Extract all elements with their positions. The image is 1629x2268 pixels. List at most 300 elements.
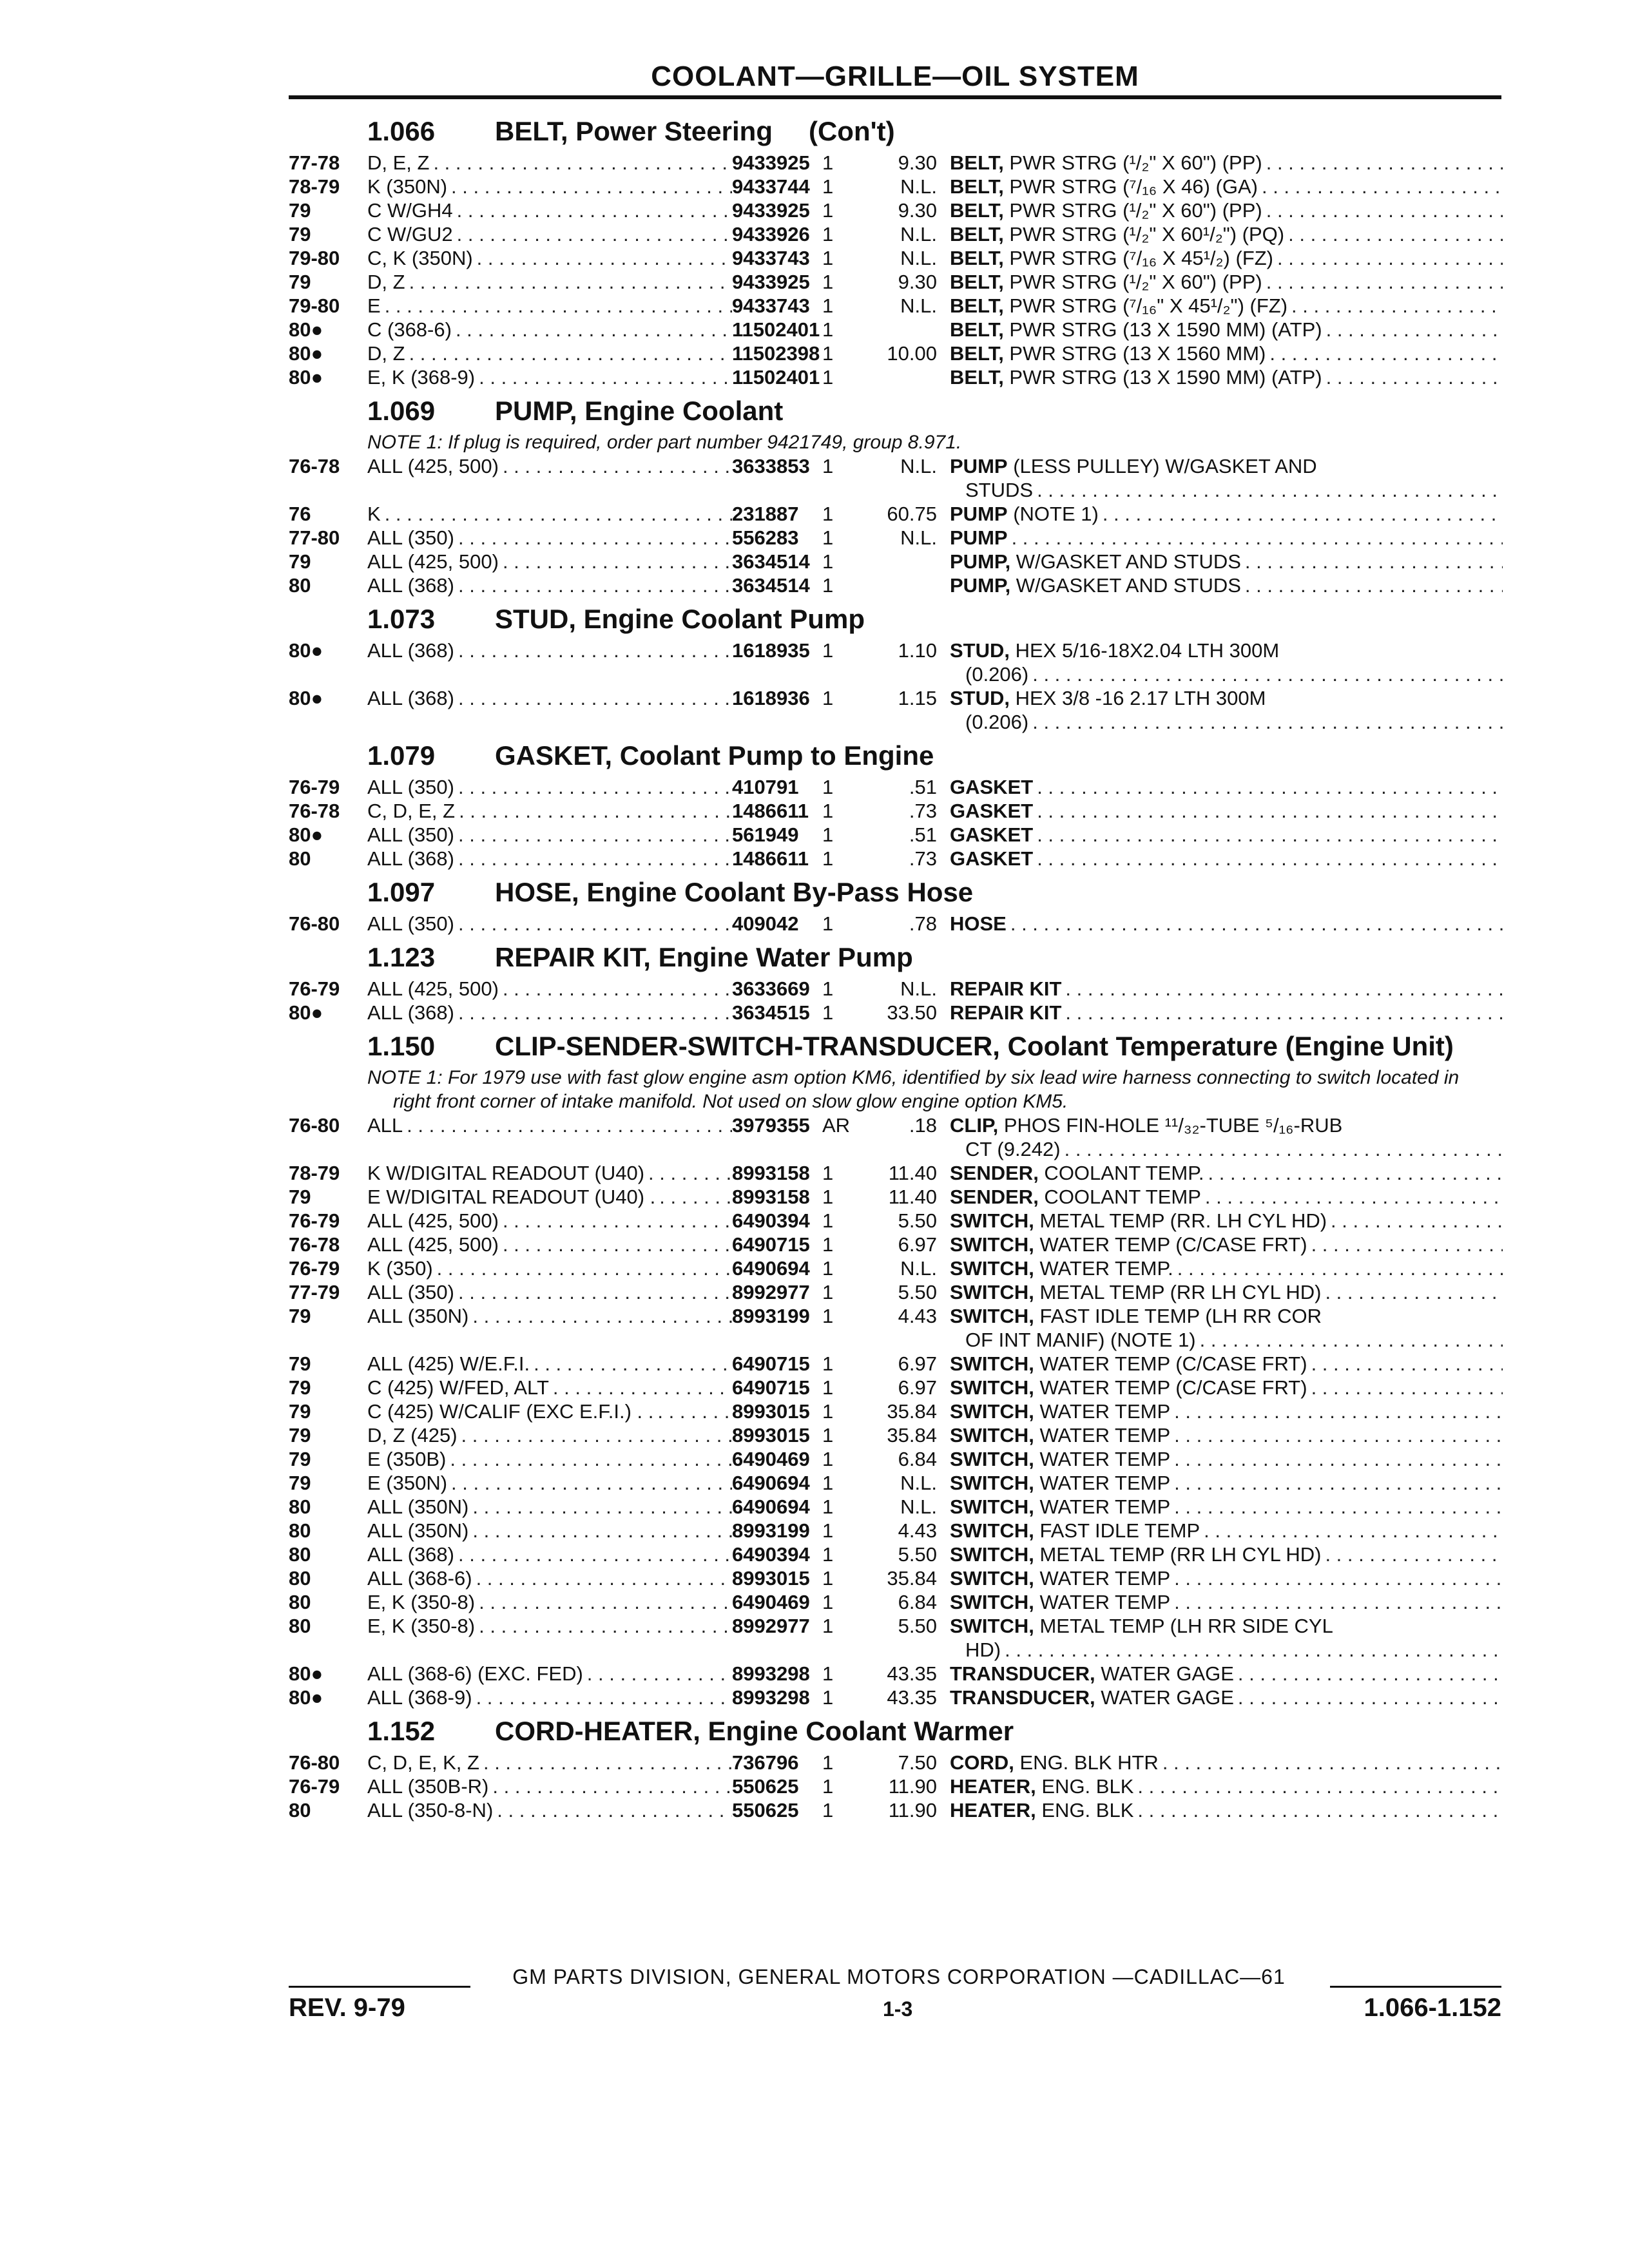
- description-text: [950, 365, 1322, 389]
- model-text: K (350): [367, 1257, 433, 1280]
- model-year: 79: [289, 550, 311, 573]
- price: [879, 365, 950, 389]
- description-detail: WATER TEMP (C/CASE FRT): [1034, 1352, 1307, 1375]
- leader-dots: [458, 1542, 732, 1566]
- model-year: 79: [289, 1424, 311, 1446]
- leader-dots: [1326, 318, 1503, 341]
- part-number: 3634515: [732, 1001, 810, 1024]
- part-number: 6490394: [732, 1209, 810, 1232]
- description-text: [950, 1662, 1234, 1686]
- part-description: [950, 1519, 1503, 1542]
- vehicle-model: [367, 175, 732, 198]
- leader-dots: [1137, 1798, 1503, 1822]
- part-description: [950, 1798, 1503, 1822]
- page-header: COOLANT—GRILLE—OIL SYSTEM: [651, 61, 1139, 92]
- part-number: 6490694: [732, 1495, 810, 1518]
- description-continued: [950, 1638, 1503, 1662]
- spacer: [289, 478, 367, 502]
- price: N.L.: [900, 1472, 937, 1494]
- leader-dots: [1174, 1447, 1503, 1471]
- leader-dots: [1311, 1352, 1503, 1376]
- part-row: [289, 1256, 1503, 1280]
- part-row: [289, 847, 1503, 870]
- model-year: 76-79: [289, 1257, 340, 1280]
- part-row: [289, 151, 1503, 175]
- part-description: [950, 1751, 1503, 1774]
- model-year: 80: [289, 1495, 311, 1518]
- model-year: 76-78: [289, 455, 340, 477]
- price: 11.90: [888, 1799, 937, 1821]
- price: 6.97: [898, 1352, 937, 1375]
- part-description: [950, 1113, 1503, 1137]
- description-detail: WATER GAGE: [1095, 1662, 1234, 1685]
- part-description: [950, 246, 1503, 270]
- description-keyword: PUMP: [950, 503, 1008, 525]
- description-text: [950, 1519, 1200, 1542]
- quantity: AR: [822, 1114, 851, 1137]
- part-row: [289, 1566, 1503, 1590]
- description-continued: [950, 710, 1503, 734]
- model-text: ALL (368-6): [367, 1567, 472, 1590]
- price: 9.30: [898, 151, 937, 174]
- price: N.L.: [900, 455, 937, 477]
- leader-dots: [587, 1662, 732, 1686]
- leader-dots: [459, 799, 732, 823]
- model-year: 80●: [289, 318, 323, 341]
- part-row: [289, 1113, 1503, 1161]
- part-number: 550625: [732, 1799, 799, 1821]
- leader-dots: [1037, 478, 1503, 502]
- vehicle-model: [367, 912, 732, 936]
- description-text: [950, 1185, 1201, 1209]
- description-detail: (LESS PULLEY) W/GASKET AND: [1007, 455, 1317, 477]
- vehicle-model: [367, 1256, 732, 1280]
- leader-dots: [1245, 550, 1503, 573]
- description-text: [950, 1566, 1170, 1590]
- section-heading: [367, 877, 1503, 908]
- model-text: ALL (368): [367, 687, 454, 709]
- spacer: [803, 478, 879, 502]
- description-text: [950, 1113, 1342, 1137]
- section-number: 1.123: [367, 942, 436, 972]
- part-description: [950, 198, 1503, 222]
- part-description: [950, 823, 1503, 847]
- price: N.L.: [900, 977, 937, 1000]
- part-row: [289, 1209, 1503, 1233]
- section-number: 1.079: [367, 740, 436, 771]
- model-year: 80: [289, 1799, 311, 1821]
- spacer: [367, 478, 732, 502]
- part-number: 8993199: [732, 1519, 810, 1542]
- quantity: 1: [822, 294, 834, 317]
- part-description: [950, 1185, 1503, 1209]
- section-title: REPAIR KIT, Engine Water Pump: [495, 942, 913, 972]
- leader-dots: [497, 1798, 732, 1822]
- price: N.L.: [900, 294, 937, 317]
- model-text: ALL (350): [367, 1281, 454, 1303]
- quantity: 1: [822, 1424, 834, 1446]
- section-title-wrap: [495, 116, 1503, 147]
- part-row: [289, 1542, 1503, 1566]
- part-row: [289, 1304, 1503, 1352]
- part-number: 8993199: [732, 1305, 810, 1327]
- part-number: 8993015: [732, 1400, 810, 1423]
- description-text: [950, 1751, 1159, 1774]
- leader-dots: [1174, 1399, 1503, 1423]
- price: 43.35: [887, 1662, 937, 1685]
- description-keyword: BELT,: [950, 271, 1004, 293]
- description-detail: PWR STRG (¹/₂" X 60") (PP): [1003, 151, 1262, 174]
- footer-rule-right: [1330, 1986, 1501, 1988]
- quantity: 1: [822, 1799, 834, 1821]
- model-year: 76-80: [289, 1114, 340, 1137]
- part-row: [289, 1686, 1503, 1709]
- spacer: [289, 1137, 367, 1161]
- part-number: 550625: [732, 1775, 799, 1798]
- price: 6.97: [898, 1376, 937, 1399]
- part-number: 8992977: [732, 1281, 810, 1303]
- section-heading: [367, 740, 1503, 771]
- spacer: [732, 710, 803, 734]
- description-text: [950, 799, 1033, 823]
- section-heading: [367, 604, 1503, 635]
- leader-dots: [1012, 526, 1503, 550]
- quantity: 1: [822, 977, 834, 1000]
- description-keyword: SWITCH,: [950, 1233, 1034, 1256]
- section-note: NOTE 1: For 1979 use with fast glow engine asm option KM6, identified by six lead wire harness connecting to switch located in right front corner of intake manifold. Not used on slow glow engine option KM5.: [367, 1067, 1460, 1112]
- quantity: 1: [822, 271, 834, 293]
- description-detail: (NOTE 1): [1007, 503, 1099, 525]
- section-heading: [367, 396, 1503, 427]
- vehicle-model: [367, 1233, 732, 1256]
- quantity: 1: [822, 1257, 834, 1280]
- quantity: 1: [822, 1662, 834, 1685]
- leader-dots: [1037, 775, 1503, 799]
- part-description: [950, 1566, 1503, 1590]
- part-number: 6490715: [732, 1352, 810, 1375]
- leader-dots: [458, 686, 732, 710]
- price: 4.43: [898, 1305, 937, 1327]
- model-year: 80●: [289, 687, 323, 709]
- footer-revision: REV. 9-79: [289, 1994, 405, 2022]
- description-detail: WATER TEMP: [1034, 1567, 1171, 1590]
- model-text: ALL: [367, 1114, 403, 1137]
- model-year: 76-79: [289, 1209, 340, 1232]
- description-keyword: PUMP: [950, 455, 1008, 477]
- price: 11.40: [888, 1186, 937, 1208]
- model-text: K W/DIGITAL READOUT (U40): [367, 1162, 645, 1184]
- description-text: [950, 1614, 1333, 1638]
- quantity: 1: [822, 151, 834, 174]
- description-text: [950, 823, 1033, 847]
- description-text: [950, 1590, 1170, 1614]
- description-keyword: TRANSDUCER,: [950, 1686, 1095, 1709]
- model-year: 76-79: [289, 977, 340, 1000]
- part-number: 3633853: [732, 455, 810, 477]
- part-number: 11502398: [732, 342, 820, 365]
- quantity: 1: [822, 1305, 834, 1327]
- description-text: [950, 1161, 1204, 1185]
- quantity: 1: [822, 550, 834, 573]
- description-text: [950, 550, 1241, 573]
- description-text: [950, 1686, 1234, 1709]
- description-text: [950, 1001, 1061, 1024]
- description-keyword: PUMP,: [950, 550, 1011, 573]
- part-description: [950, 365, 1503, 389]
- description-detail: COOLANT TEMP.: [1038, 1162, 1204, 1184]
- part-description: [950, 1256, 1503, 1280]
- price: 7.50: [898, 1751, 937, 1774]
- part-description: [950, 454, 1503, 478]
- vehicle-model: [367, 1423, 732, 1447]
- leader-dots: [458, 1001, 732, 1024]
- leader-dots: [433, 151, 732, 175]
- description-keyword: CORD,: [950, 1751, 1014, 1774]
- leader-dots: [1277, 246, 1503, 270]
- price: 43.35: [887, 1686, 937, 1709]
- part-description: [950, 1352, 1503, 1376]
- description-keyword: SWITCH,: [950, 1519, 1034, 1542]
- leader-dots: [461, 1423, 732, 1447]
- spacer: [803, 1137, 879, 1161]
- vehicle-model: [367, 365, 732, 389]
- description-keyword: GASKET: [950, 847, 1034, 870]
- leader-dots: [1208, 1161, 1503, 1185]
- quantity: 1: [822, 847, 834, 870]
- leader-dots: [503, 454, 732, 478]
- part-row: [289, 246, 1503, 270]
- model-text: D, Z (425): [367, 1424, 458, 1446]
- price: N.L.: [900, 175, 937, 198]
- description-keyword: PUMP: [950, 526, 1008, 549]
- footer-group-range: 1.066-1.152: [1364, 1994, 1501, 2022]
- leader-dots: [503, 977, 732, 1001]
- spacer: [803, 1638, 879, 1662]
- part-description: [950, 1614, 1503, 1638]
- price: .51: [909, 823, 937, 846]
- model-text: ALL (350): [367, 526, 454, 549]
- part-description: [950, 799, 1503, 823]
- model-year: 76: [289, 503, 311, 525]
- part-row: [289, 775, 1503, 799]
- spacer: [732, 1137, 803, 1161]
- part-row: [289, 550, 1503, 573]
- price: 11.90: [888, 1775, 937, 1798]
- part-number: 561949: [732, 823, 799, 846]
- description-continued-text: CT (9.242): [965, 1138, 1061, 1160]
- description-keyword: BELT,: [950, 366, 1004, 389]
- vehicle-model: [367, 1662, 732, 1686]
- quantity: 1: [822, 1186, 834, 1208]
- part-number: 8993015: [732, 1567, 810, 1590]
- model-text: E (350N): [367, 1472, 448, 1494]
- description-text: [950, 1304, 1322, 1328]
- model-text: ALL (350): [367, 776, 454, 798]
- leader-dots: [483, 1751, 732, 1774]
- quantity: 1: [822, 1352, 834, 1375]
- part-row: [289, 1774, 1503, 1798]
- part-description: [950, 1423, 1503, 1447]
- description-text: [950, 1471, 1170, 1495]
- leader-dots: [1065, 1001, 1503, 1024]
- quantity: 1: [822, 1162, 834, 1184]
- part-number: 3634514: [732, 550, 810, 573]
- quantity: 1: [822, 175, 834, 198]
- description-keyword: HOSE: [950, 912, 1007, 935]
- spacer: [732, 1638, 803, 1662]
- description-continued-text: (0.206): [965, 663, 1029, 686]
- description-detail: WATER TEMP.: [1034, 1257, 1173, 1280]
- model-year: 79: [289, 199, 311, 222]
- vehicle-model: [367, 639, 732, 662]
- leader-dots: [450, 1447, 732, 1471]
- leader-dots: [534, 1352, 732, 1376]
- part-description: [950, 175, 1503, 198]
- leader-dots: [1325, 1280, 1503, 1304]
- section-heading: [367, 1031, 1503, 1062]
- vehicle-model: [367, 341, 732, 365]
- description-detail: PWR STRG (⁷/₁₆ X 46) (GA): [1003, 175, 1258, 198]
- description-continued: [950, 662, 1503, 686]
- spacer: [879, 1638, 950, 1662]
- spacer: [367, 1137, 732, 1161]
- part-number: 9433925: [732, 271, 810, 293]
- section-heading: [367, 942, 1503, 973]
- quantity: 1: [822, 1567, 834, 1590]
- description-text: [950, 1495, 1170, 1519]
- leader-dots: [1262, 175, 1503, 198]
- description-detail: WATER TEMP: [1034, 1400, 1171, 1423]
- quantity: 1: [822, 1751, 834, 1774]
- model-year: 77-79: [289, 1281, 340, 1303]
- model-year: 76-78: [289, 800, 340, 822]
- part-number: 6490469: [732, 1448, 810, 1470]
- model-text: ALL (350): [367, 912, 454, 935]
- price: .18: [909, 1114, 937, 1137]
- model-year: 79: [289, 1472, 311, 1494]
- price: [879, 550, 950, 573]
- leader-dots: [472, 1519, 732, 1542]
- price: N.L.: [900, 1257, 937, 1280]
- description-keyword: SWITCH,: [950, 1495, 1034, 1518]
- quantity: 1: [822, 1543, 834, 1566]
- price: .78: [909, 912, 937, 935]
- section-title: GASKET, Coolant Pump to Engine: [495, 740, 934, 771]
- vehicle-model: [367, 222, 732, 246]
- description-text: [950, 175, 1258, 198]
- leader-dots: [451, 1471, 732, 1495]
- price: N.L.: [900, 223, 937, 245]
- description-keyword: SWITCH,: [950, 1472, 1034, 1494]
- leader-dots: [458, 847, 732, 870]
- leader-dots: [409, 270, 732, 294]
- model-text: D, E, Z: [367, 151, 430, 174]
- description-keyword: BELT,: [950, 318, 1004, 341]
- vehicle-model: [367, 799, 732, 823]
- description-keyword: SENDER,: [950, 1162, 1039, 1184]
- part-description: [950, 573, 1503, 597]
- model-text: E, K (368-9): [367, 366, 476, 389]
- description-text: [950, 246, 1273, 270]
- part-description: [950, 1774, 1503, 1798]
- model-year: 80: [289, 574, 311, 597]
- part-number: 6490694: [732, 1472, 810, 1494]
- part-number: 8993015: [732, 1424, 810, 1446]
- part-number: 6490469: [732, 1591, 810, 1613]
- model-text: E, K (350-8): [367, 1591, 476, 1613]
- description-text: [950, 270, 1262, 294]
- part-row: [289, 1376, 1503, 1399]
- part-number: 11502401: [732, 318, 820, 341]
- spacer: [879, 478, 950, 502]
- leader-dots: [1238, 1662, 1503, 1686]
- description-text: [950, 1798, 1133, 1822]
- part-number: 736796: [732, 1751, 799, 1774]
- quantity: 1: [822, 1775, 834, 1798]
- model-year: 80●: [289, 342, 323, 365]
- description-text: [950, 1256, 1173, 1280]
- model-year: 79: [289, 1352, 311, 1375]
- leader-dots: [385, 294, 732, 318]
- section-number: 1.097: [367, 877, 436, 907]
- leader-dots: [1065, 977, 1503, 1001]
- description-continued: [950, 478, 1503, 502]
- spacer: [803, 662, 879, 686]
- price: 11.40: [888, 1162, 937, 1184]
- part-description: [950, 1686, 1503, 1709]
- part-description: [950, 222, 1503, 246]
- description-detail: PWR STRG (13 X 1590 MM) (ATP): [1003, 318, 1322, 341]
- quantity: 1: [822, 366, 834, 389]
- leader-dots: [476, 1686, 732, 1709]
- model-text: ALL (350N): [367, 1519, 469, 1542]
- quantity: 1: [822, 687, 834, 709]
- description-detail: METAL TEMP (RR. LH CYL HD): [1034, 1209, 1327, 1232]
- model-text: C, D, E, Z: [367, 800, 456, 822]
- description-keyword: BELT,: [950, 199, 1004, 222]
- part-description: [950, 270, 1503, 294]
- leader-dots: [1177, 1256, 1503, 1280]
- leader-dots: [1311, 1376, 1503, 1399]
- quantity: 1: [822, 455, 834, 477]
- part-number: 6490715: [732, 1233, 810, 1256]
- description-detail: FAST IDLE TEMP (LH RR COR: [1034, 1305, 1322, 1327]
- part-number: 409042: [732, 912, 799, 935]
- model-text: ALL (368): [367, 1001, 454, 1024]
- description-detail: WATER TEMP: [1034, 1591, 1171, 1613]
- part-number: 6490715: [732, 1376, 810, 1399]
- leader-dots: [1174, 1423, 1503, 1447]
- price: 5.50: [898, 1281, 937, 1303]
- part-row: [289, 1471, 1503, 1495]
- price: .51: [909, 776, 937, 798]
- section-title: PUMP, Engine Coolant: [495, 396, 784, 426]
- leader-dots: [457, 222, 732, 246]
- price: [879, 318, 950, 341]
- description-keyword: GASKET: [950, 823, 1034, 846]
- description-keyword: SWITCH,: [950, 1305, 1034, 1327]
- model-year: 77-78: [289, 151, 340, 174]
- description-detail: PWR STRG (13 X 1590 MM) (ATP): [1003, 366, 1322, 389]
- description-text: [950, 1233, 1307, 1256]
- quantity: 1: [822, 1209, 834, 1232]
- vehicle-model: [367, 775, 732, 799]
- description-detail: METAL TEMP (LH RR SIDE CYL: [1034, 1615, 1333, 1637]
- part-number: 1486611: [732, 800, 809, 822]
- vehicle-model: [367, 1352, 732, 1376]
- part-description: [950, 1280, 1503, 1304]
- part-description: [950, 318, 1503, 341]
